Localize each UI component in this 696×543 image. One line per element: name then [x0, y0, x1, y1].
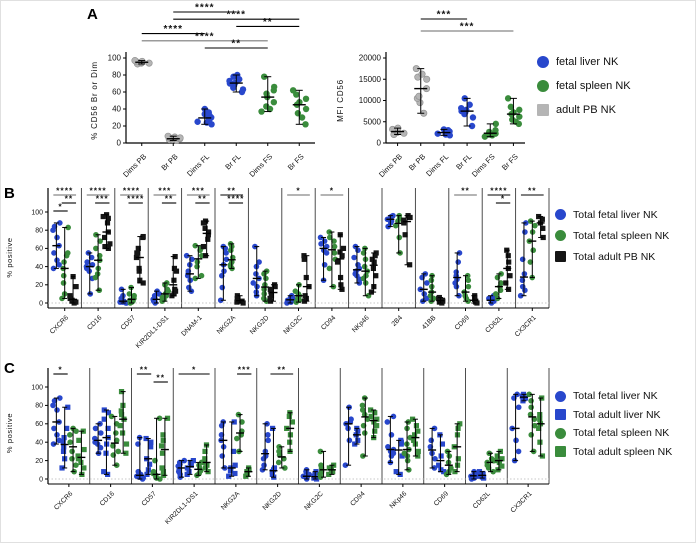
- data-point: [402, 450, 408, 456]
- data-point: [120, 430, 125, 435]
- legend-item: [537, 50, 631, 74]
- legend-label: Total adult spleen NK: [573, 445, 673, 458]
- data-point: [537, 412, 542, 417]
- significance-stars: ****: [227, 193, 245, 204]
- y-tick-label: 80: [112, 70, 121, 80]
- data-point: [453, 269, 459, 275]
- legend-label: Total fetal spleen NK: [573, 427, 670, 440]
- data-point: [61, 449, 66, 454]
- data-point: [263, 91, 269, 97]
- data-point: [385, 444, 391, 450]
- data-point: [338, 282, 343, 287]
- y-tick-label: 40: [35, 263, 43, 271]
- y-axis-label: MFI CD56: [336, 79, 345, 122]
- significance-stars: ***: [95, 193, 109, 204]
- significance-stars: ****: [490, 185, 508, 196]
- significance-stars: **: [262, 16, 273, 28]
- y-tick-label: 5000: [363, 117, 381, 127]
- significance-stars: ****: [194, 2, 215, 14]
- significance-stars: ***: [459, 21, 475, 33]
- x-category-label: NKG2A: [215, 314, 238, 336]
- x-category-label: CD69: [453, 314, 471, 332]
- y-axis-label: % positive: [5, 412, 14, 454]
- x-category-label: Dims FL: [424, 152, 451, 179]
- data-point: [67, 432, 73, 438]
- significance-stars: **: [227, 185, 237, 196]
- data-point: [466, 284, 472, 290]
- legend-marker-circle-icon: [555, 230, 566, 241]
- y-tick-label: 100: [31, 384, 43, 392]
- data-point: [355, 438, 360, 443]
- x-category-label: CD69: [432, 490, 451, 508]
- data-point: [455, 259, 461, 265]
- legend-marker-square-icon: [537, 104, 549, 116]
- data-point: [105, 220, 110, 225]
- data-point: [148, 444, 153, 449]
- data-point: [250, 280, 256, 286]
- data-point: [263, 103, 269, 109]
- data-point: [234, 436, 240, 442]
- x-category-label: CD16: [86, 314, 104, 332]
- panel-b-label: B: [4, 185, 15, 202]
- data-point: [507, 273, 512, 278]
- data-point: [61, 280, 67, 286]
- data-point: [528, 404, 534, 410]
- data-point: [394, 469, 399, 474]
- data-point: [148, 440, 153, 445]
- data-point: [195, 259, 201, 265]
- data-point: [93, 426, 99, 432]
- x-category-label: 41BB: [420, 314, 438, 332]
- data-point: [98, 430, 104, 436]
- data-point: [335, 259, 340, 264]
- data-point: [124, 441, 129, 446]
- y-tick-label: 20000: [358, 53, 381, 63]
- data-point: [253, 271, 259, 277]
- legend-item: [555, 443, 672, 462]
- significance-stars: **: [277, 364, 287, 375]
- data-point: [159, 443, 164, 448]
- y-tick-label: 20: [35, 282, 43, 290]
- data-point: [258, 108, 264, 114]
- panel-c-chart: [1, 358, 553, 543]
- data-point: [199, 273, 205, 279]
- data-point: [332, 250, 338, 256]
- data-point: [137, 266, 142, 271]
- significance-stars: ****: [127, 193, 145, 204]
- legend-item: [555, 204, 669, 225]
- data-point: [302, 121, 308, 127]
- data-point: [268, 287, 273, 292]
- significance-stars: **: [231, 38, 242, 50]
- data-point: [221, 268, 227, 274]
- data-point: [172, 266, 177, 271]
- data-point: [428, 438, 434, 444]
- data-point: [67, 293, 72, 298]
- x-category-label: Br PB: [406, 152, 428, 173]
- panel-a-left-chart: [85, 3, 327, 187]
- significance-stars: *: [58, 364, 63, 375]
- legend-label: Total adult liver NK: [573, 408, 661, 421]
- legend-label: fetal liver NK: [556, 56, 619, 68]
- data-point: [293, 288, 299, 294]
- significance-stars: **: [164, 193, 174, 204]
- x-category-label: CD57: [140, 490, 158, 508]
- y-tick-label: 0: [376, 138, 381, 148]
- data-point: [355, 262, 361, 268]
- data-point: [151, 469, 157, 475]
- x-category-label: NKG2D: [261, 490, 284, 512]
- x-category-label: Br FS: [499, 152, 520, 172]
- data-point: [117, 423, 122, 428]
- x-category-label: NKG2D: [249, 314, 271, 336]
- data-point: [458, 105, 464, 111]
- data-point: [348, 416, 354, 422]
- data-point: [389, 432, 395, 438]
- data-point: [528, 398, 534, 404]
- x-category-label: CD57: [119, 314, 137, 332]
- data-point: [414, 423, 419, 428]
- x-category-label: CX3CR1: [509, 490, 534, 515]
- data-point: [73, 462, 79, 468]
- data-point: [347, 438, 353, 444]
- significance-stars: ***: [158, 185, 172, 196]
- data-point: [486, 129, 492, 135]
- data-point: [219, 453, 225, 459]
- significance-stars: **: [198, 193, 207, 204]
- data-point: [61, 435, 66, 440]
- x-category-label: CXCR6: [53, 490, 75, 512]
- data-point: [107, 241, 112, 246]
- x-category-label: 2B4: [390, 314, 405, 328]
- y-tick-label: 10000: [358, 96, 381, 105]
- legend-label: Total fetal liver NK: [573, 390, 658, 403]
- significance-stars: ****: [194, 31, 215, 43]
- legend-marker-circle-icon: [537, 80, 549, 92]
- significance-stars: *: [500, 193, 506, 204]
- y-tick-label: 0: [39, 300, 43, 308]
- x-category-label: KIR2DL1-DS1: [164, 490, 200, 526]
- x-category-label: KIR2DL1-DS1: [134, 314, 171, 350]
- data-point: [265, 432, 271, 438]
- data-point: [492, 127, 498, 133]
- legend-label: Total fetal liver NK: [573, 208, 658, 221]
- x-category-label: Br FS: [285, 152, 306, 172]
- data-point: [322, 262, 328, 268]
- legend-marker-circle-icon: [555, 391, 566, 402]
- data-point: [84, 259, 90, 265]
- data-point: [303, 106, 309, 112]
- significance-stars: ****: [56, 185, 74, 196]
- data-point: [362, 430, 368, 436]
- data-point: [455, 426, 460, 431]
- data-point: [115, 449, 121, 455]
- legend-panel-a: [537, 50, 631, 122]
- y-tick-label: 0: [39, 476, 43, 484]
- legend-marker-square-icon: [555, 251, 566, 262]
- data-point: [351, 255, 357, 261]
- x-category-label: CD16: [98, 490, 117, 508]
- data-point: [385, 419, 391, 425]
- significance-stars: *: [191, 364, 197, 375]
- x-category-label: CD62L: [471, 490, 492, 511]
- data-point: [520, 284, 526, 290]
- data-point: [81, 465, 86, 470]
- data-point: [65, 250, 71, 256]
- significance-stars: ***: [237, 364, 251, 375]
- x-category-label: Br PB: [159, 152, 180, 173]
- data-point: [396, 235, 402, 241]
- x-category-label: CX3CR1: [513, 314, 538, 339]
- significance-stars: **: [527, 185, 537, 196]
- data-point: [506, 253, 511, 258]
- data-point: [54, 257, 60, 263]
- x-category-label: NKp46: [388, 490, 409, 511]
- data-point: [205, 237, 210, 242]
- data-point: [240, 86, 246, 92]
- y-axis-label: % positive: [5, 237, 14, 278]
- data-point: [54, 407, 60, 413]
- data-point: [201, 244, 206, 249]
- legend-marker-circle-icon: [537, 56, 549, 68]
- x-category-label: CD94: [320, 314, 338, 332]
- data-point: [537, 440, 542, 445]
- data-point: [76, 438, 81, 443]
- x-category-label: CD94: [349, 490, 367, 508]
- y-tick-label: 0: [116, 138, 121, 148]
- x-category-label: Dims FS: [247, 152, 275, 179]
- legend-marker-square-icon: [555, 446, 566, 457]
- legend-label: fetal spleen NK: [556, 80, 631, 92]
- data-point: [69, 456, 75, 462]
- x-category-label: Dims FS: [469, 152, 497, 179]
- data-point: [61, 259, 67, 265]
- data-point: [528, 432, 534, 438]
- data-point: [271, 99, 277, 105]
- data-point: [419, 71, 425, 77]
- y-tick-label: 15000: [358, 74, 381, 84]
- data-point: [61, 273, 67, 279]
- significance-stars: ****: [89, 185, 107, 196]
- data-point: [520, 257, 526, 263]
- data-point: [362, 264, 368, 270]
- data-point: [516, 404, 522, 410]
- data-point: [101, 469, 106, 474]
- data-point: [416, 449, 421, 454]
- significance-stars: **: [64, 193, 74, 204]
- data-point: [303, 96, 309, 102]
- legend-label: Total adult PB NK: [573, 250, 656, 263]
- y-tick-label: 100: [107, 53, 121, 63]
- significance-stars: **: [156, 372, 166, 383]
- legend-marker-circle-icon: [555, 428, 566, 439]
- data-point: [456, 456, 461, 461]
- data-point: [423, 76, 429, 82]
- y-tick-label: 20: [35, 457, 43, 465]
- data-point: [516, 449, 522, 455]
- data-point: [159, 465, 164, 470]
- legend-item: [555, 246, 669, 267]
- data-point: [522, 229, 528, 235]
- significance-stars: *: [58, 201, 63, 212]
- legend-label: adult PB NK: [556, 104, 616, 116]
- data-point: [318, 462, 324, 468]
- significance-stars: *: [329, 185, 335, 196]
- significance-stars: ****: [226, 9, 247, 21]
- data-point: [146, 60, 152, 66]
- data-point: [81, 447, 86, 452]
- panel-a-right-chart: [329, 3, 569, 187]
- legend-item: [537, 98, 631, 122]
- data-point: [67, 439, 73, 445]
- data-point: [327, 266, 333, 272]
- legend-panel-b: [555, 204, 669, 267]
- significance-stars: ***: [436, 9, 452, 21]
- data-point: [435, 130, 441, 136]
- x-category-label: NKp46: [351, 314, 371, 335]
- data-point: [219, 285, 225, 291]
- data-point: [194, 119, 200, 125]
- x-category-label: Dims PB: [377, 152, 404, 180]
- data-point: [271, 84, 277, 90]
- y-tick-label: 40: [112, 104, 121, 114]
- data-point: [509, 116, 515, 122]
- y-tick-label: 80: [35, 227, 43, 235]
- data-point: [332, 244, 338, 250]
- data-point: [532, 223, 538, 229]
- x-category-label: NKG2C: [303, 490, 325, 512]
- data-point: [233, 463, 238, 468]
- y-tick-label: 100: [31, 209, 43, 217]
- y-tick-label: 60: [112, 87, 121, 97]
- data-point: [470, 114, 476, 120]
- data-point: [74, 284, 79, 289]
- data-point: [131, 293, 137, 299]
- panel-a-label: A: [87, 6, 98, 23]
- data-point: [232, 471, 237, 476]
- y-axis-label: % CD56 Br or Dim: [90, 61, 99, 140]
- y-tick-label: 80: [35, 402, 43, 410]
- data-point: [295, 110, 301, 116]
- legend-item: [555, 387, 672, 406]
- data-point: [54, 235, 60, 241]
- data-point: [171, 278, 176, 283]
- data-point: [341, 246, 346, 251]
- x-category-label: NKG2C: [282, 314, 304, 336]
- y-tick-label: 20: [112, 121, 121, 131]
- legend-item: [555, 424, 672, 443]
- data-point: [290, 87, 296, 93]
- significance-stars: **: [139, 364, 149, 375]
- significance-stars: ****: [163, 24, 184, 36]
- data-point: [360, 403, 366, 409]
- data-point: [261, 462, 267, 468]
- x-category-label: NKG2A: [220, 490, 242, 512]
- x-category-label: CD62L: [484, 314, 505, 335]
- data-point: [186, 285, 192, 291]
- panel-c-label: C: [4, 360, 15, 377]
- data-point: [69, 449, 75, 455]
- data-point: [265, 438, 271, 444]
- data-point: [134, 250, 139, 255]
- data-point: [276, 460, 282, 466]
- significance-stars: *: [296, 185, 301, 196]
- y-tick-label: 40: [35, 439, 43, 447]
- x-category-label: Br FL: [454, 152, 474, 172]
- legend-item: [537, 74, 631, 98]
- panel-b-chart: [1, 182, 553, 358]
- x-category-label: Br FL: [223, 152, 243, 172]
- y-tick-label: 60: [35, 245, 43, 253]
- data-point: [439, 453, 444, 458]
- legend-item: [555, 225, 669, 246]
- legend-item: [555, 406, 672, 425]
- x-category-label: Dims FL: [185, 152, 212, 179]
- data-point: [493, 291, 499, 297]
- data-point: [160, 451, 165, 456]
- significance-stars: ****: [122, 185, 141, 196]
- legend-marker-circle-icon: [555, 209, 566, 220]
- data-point: [113, 430, 119, 436]
- data-point: [537, 417, 542, 422]
- x-category-label: Dims PB: [121, 152, 149, 180]
- legend-label: Total fetal spleen NK: [573, 229, 670, 242]
- legend-panel-c: [555, 387, 672, 461]
- data-point: [530, 247, 536, 253]
- data-point: [304, 275, 309, 280]
- significance-stars: **: [461, 185, 470, 196]
- data-point: [516, 107, 522, 113]
- x-category-label: CXCR6: [48, 314, 71, 336]
- y-tick-label: 60: [35, 421, 43, 429]
- data-point: [372, 429, 377, 434]
- x-category-label: DNAM-1: [180, 314, 204, 338]
- legend-marker-square-icon: [555, 409, 566, 420]
- significance-stars: ***: [191, 185, 205, 196]
- data-point: [415, 429, 420, 434]
- data-point: [54, 432, 60, 438]
- data-point: [272, 465, 277, 470]
